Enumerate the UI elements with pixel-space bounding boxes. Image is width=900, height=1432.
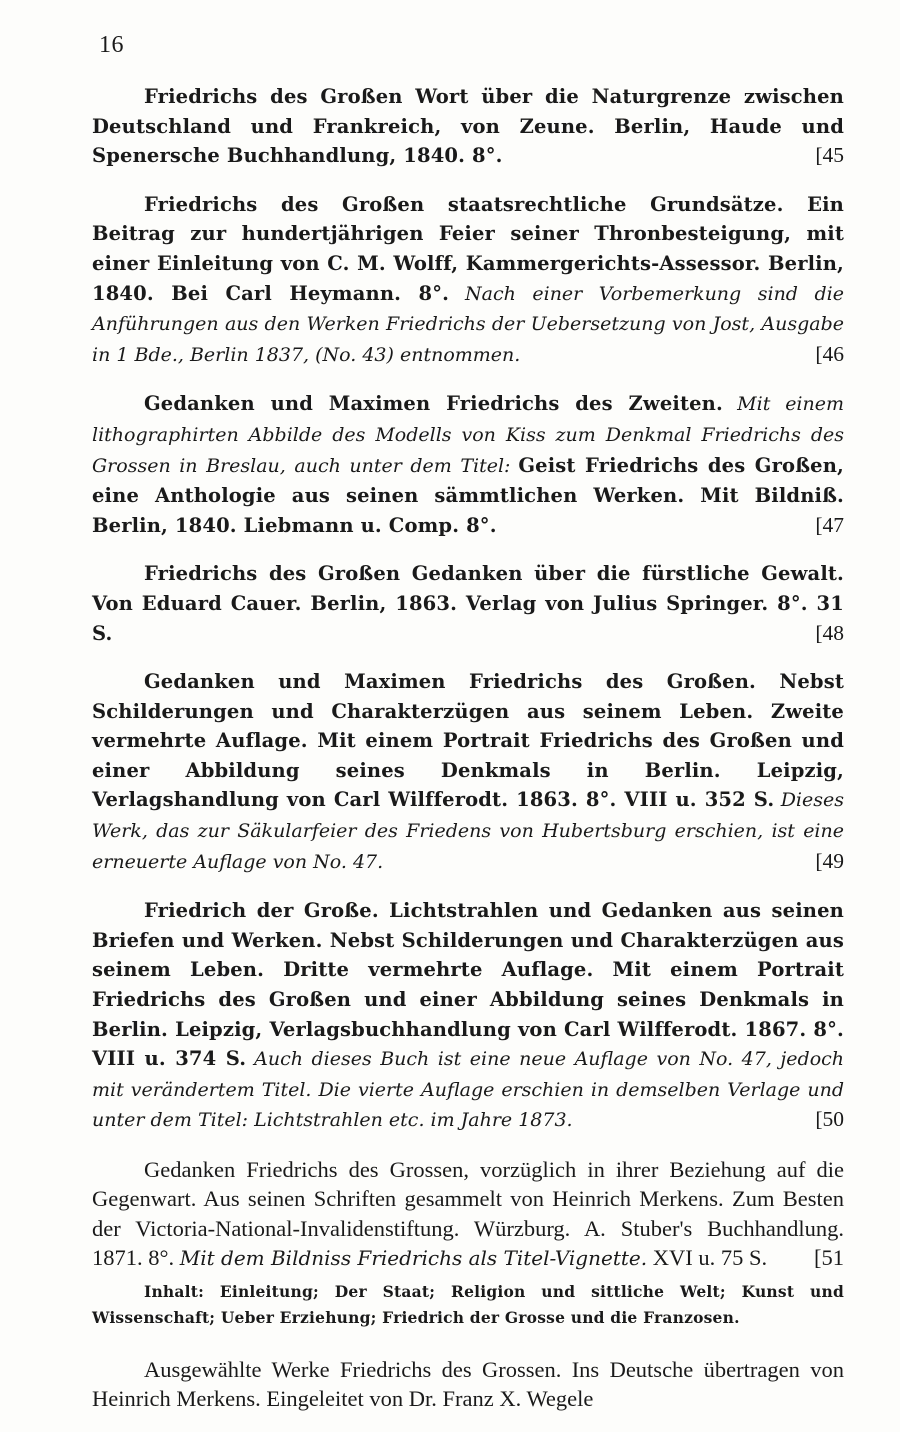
bibliography-entry — [92, 1155, 844, 1274]
entry-note: Nach einer Vorbemerkung sind die Anführungen aus den Werken Friedrichs der Uebersetzung von Jost, Ausgabe in 1 Bde., Berlin 1837, (No. 43) entnommen. — [92, 282, 845, 366]
bibliography-entry — [92, 896, 844, 1136]
bibliography-entry — [92, 667, 844, 877]
bibliography-entry — [92, 190, 844, 371]
entry-note: Auch dieses Buch ist eine neue Auflage von No. 47, jedoch mit verändertem Titel. Die vierte Auflage erschien in demselben Verlage und unter dem Titel: Lichtstrahlen etc. im Jahre 1873. — [92, 1048, 845, 1132]
entry-text: Gedanken und Maximen Friedrichs des Zweiten. — [144, 392, 723, 416]
bibliography-entry — [92, 389, 844, 540]
entry-number: [51 — [814, 1245, 844, 1271]
bibliography-entry — [92, 1355, 844, 1414]
entry-number: [48 — [815, 620, 844, 645]
entry-text: Friedrichs des Großen staatsrechtliche Grundsätze. Ein Beitrag zur hundertjährigen Feier seiner Thronbesteigung, mit einer Einleitung von C. M. Wolff, Kammergerichts-Assessor. Berlin, 1840. Bei Carl Heymann. 8°. — [92, 192, 844, 305]
entry-text: Gedanken Friedrichs des Grossen, vorzüglich in ihrer Beziehung auf die Gegenwart. Aus seinen Schriften gesammelt von Heinrich Merkens. Zum Besten der Victoria-National-Invalidenstiftung. Würzburg. A. Stuber's Buchhandlung. 1871. 8°. — [92, 1157, 844, 1271]
contents-text: Inhalt: Einleitung; Der Staat; Religion und sittliche Welt; Kunst und Wissenschaft; Ueber Erziehung; Friedrich der Grosse und die Franzosen. — [92, 1281, 844, 1327]
entry-note: Mit einem lithographirten Abbilde des Modells von Kiss zum Denkmal Friedrichs des Grossen in Breslau, auch unter dem Titel: — [92, 393, 845, 477]
entry-text: Ausgewählte Werke Friedrichs des Grossen. Ins Deutsche übertragen von Heinrich Merkens. Eingeleitet von Dr. Franz X. Wegele — [92, 1356, 844, 1412]
bibliography-list — [92, 82, 844, 1432]
entry-number: [50 — [815, 1107, 844, 1132]
entry-number: [45 — [815, 143, 844, 168]
bibliography-entry — [92, 559, 844, 648]
contents-note — [92, 1279, 844, 1331]
entry-number: [47 — [815, 512, 844, 537]
entry-note: Dieses Werk, das zur Säkularfeier des Friedens von Hubertsburg erschien, ist eine erneuerte Auflage von No. 47. — [92, 789, 845, 873]
page-number: 16 — [99, 32, 124, 58]
entry-number: [49 — [815, 848, 844, 873]
entry-note: Mit dem Bildniss Friedrichs als Titel-Vignette. — [179, 1246, 648, 1271]
entry-text: Friedrichs des Großen Gedanken über die fürstliche Gewalt. Von Eduard Cauer. Berlin, 1863. Verlag von Julius Springer. 8°. 31 S. — [92, 562, 844, 645]
entry-text-continued: Geist Friedrichs des Großen, eine Anthologie aus seinen sämmtlichen Werken. Mit Bildniß. Berlin, 1840. Liebmann u. Comp. 8°. — [92, 453, 844, 537]
entry-text: Friedrich der Große. Lichtstrahlen und Gedanken aus seinen Briefen und Werken. Nebst Schilderungen und Charakterzügen aus seinem Leben. Dritte vermehrte Auflage. Mit einem Portrait Friedrichs des Großen und einer Abbildung seines Denkmals in Berlin. Leipzig, Verlagsbuchhandlung von Carl Wilfferodt. 1867. 8°. VIII u. 374 S. — [92, 899, 844, 1071]
entry-number: [46 — [815, 341, 844, 366]
entry-text: Friedrichs des Großen Wort über die Naturgrenze zwischen Deutschland und Frankreich, von Zeune. Berlin, Haude und Spenersche Buchhandlung, 1840. 8°. — [92, 85, 844, 168]
entry-text-continued: XVI u. 75 S. — [652, 1245, 768, 1271]
entry-text: Gedanken und Maximen Friedrichs des Großen. Nebst Schilderungen und Charakterzügen aus seinem Leben. Zweite vermehrte Auflage. Mit einem Portrait Friedrichs des Großen und einer Abbildung seines Denkmals in Berlin. Leipzig, Verlagshandlung von Carl Wilfferodt. 1863. 8°. VIII u. 352 S. — [92, 670, 844, 812]
bibliography-entry — [92, 82, 844, 171]
